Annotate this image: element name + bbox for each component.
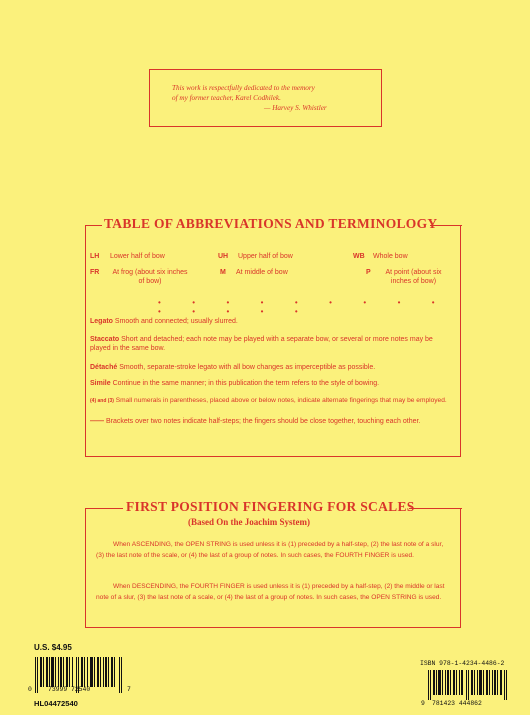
abbr-fr: FR At frog (about six inches of bow) (90, 269, 188, 285)
term-legato: Legato Smooth and connected; usually slurred. (90, 318, 238, 325)
abbr-lh: LH Lower half of bow (90, 253, 165, 260)
dedication-line-2: of my former teacher, Karel Codhilek. (172, 94, 281, 102)
ascending-paragraph: When ASCENDING, the OPEN STRING is used unless it is (1) preceded by a half-step, (2) the last note of a slur, (3) the last note of the scale, or (4) the last of a group of notes. In such cases, the FOURTH FINGER is used. (96, 541, 444, 559)
abbreviations-box (85, 216, 461, 457)
descending-paragraph: When DESCENDING, the FOURTH FINGER is used unless it is (1) preceded by a half-step, (2) the middle or last note of a slur, (3) the last note of a scale, or (4) the last of a group of notes. In such cases, the OPEN STRING is used. (96, 583, 445, 601)
abbr-m: M At middle of bow (220, 269, 288, 276)
ean-digits: 781423 444862 (432, 700, 482, 707)
ean-barcode (428, 670, 508, 700)
abbr-p: P At point (about six inches of bow) (366, 269, 442, 285)
scales-title: FIRST POSITION FINGERING FOR SCALES (126, 499, 415, 514)
abbr-uh: UH Upper half of bow (218, 253, 293, 260)
catalog-number: HL04472540 (34, 699, 78, 708)
abbr-wb: WB Whole bow (353, 253, 408, 260)
price: U.S. $4.95 (34, 643, 72, 652)
upc-digits: 73999 72540 (48, 686, 91, 693)
dot-separator: • • • • • • • • • • • • • • (158, 298, 450, 316)
scales-subtitle: (Based On the Joachim System) (188, 517, 310, 527)
upc-digit-left: 0 (28, 686, 32, 693)
term-detache: Détaché Smooth, separate-stroke legato with all bow changes as imperceptible as possible. (90, 364, 376, 371)
term-alternate-fingerings: (4) and (3) Small numerals in parentheses, placed above or below notes, indicate alternate fingerings that may be employed. (90, 397, 447, 404)
abbreviations-title: TABLE OF ABBREVIATIONS AND TERMINOLOGY (104, 216, 438, 231)
dedication-line-1: This work is respectfully dedicated to the memory (172, 84, 315, 92)
term-brackets: —— Brackets over two notes indicate half-steps; the fingers should be close together, touching each other. (90, 418, 421, 425)
isbn: ISBN 978-1-4234-4486-2 (420, 660, 505, 667)
term-staccato: Staccato Short and detached; each note may be played with a separate bow, or several or more notes may be played in the same bow. (90, 336, 433, 352)
dedication-box (149, 69, 382, 127)
upc-digit-right: 7 (127, 686, 131, 693)
term-simile: Simile Continue in the same manner; in this publication the term refers to the style of bowing. (90, 380, 380, 387)
dedication-signature: — Harvey S. Whistler (264, 104, 327, 112)
ean-digit-left: 9 (421, 700, 425, 707)
scales-fingering-box (85, 499, 461, 628)
